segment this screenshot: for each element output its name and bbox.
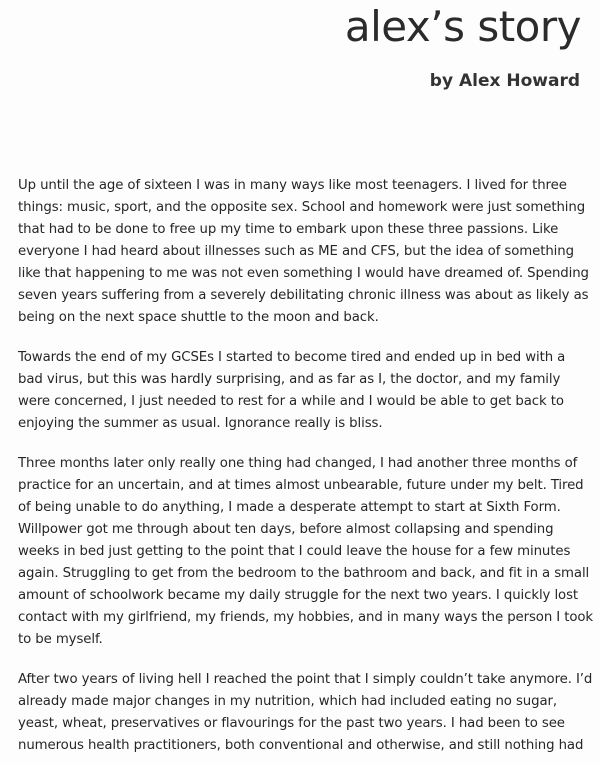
paragraph-4: After two years of living hell I reached the point that I simply couldn’t take anymore. I’d already made major changes in my nutrition, which had included eating no sugar, yeast, wheat, preservatives or flavourings for the past two years. I had been to see numerous health practitioners, both conventional and otherwise, and still nothing had xyxy=(18,672,593,753)
article-body xyxy=(18,175,594,775)
article-title: alex’s story xyxy=(344,2,581,51)
author-byline: by Alex Howard xyxy=(429,71,580,91)
paragraph-2: Towards the end of my GCSEs I started to become tired and ended up in bed with a bad virus, but this was hardly surprising, and as far as I, the doctor, and my family were concerned, I just needed to rest for a while and I would be able to get back to enjoying the summer as usual. Ignorance really is bliss. xyxy=(18,350,566,431)
paragraph-3: Three months later only really one thing had changed, I had another three months of practice for an uncertain, and at times almost unbearable, future under my belt. Tired of being unable to do anything, I made a desperate attempt to start at Sixth Form. Willpower got me through about ten days, before almost collapsing and spending weeks in bed just getting to the point that I could leave the house for a few minutes again. Struggling to get from the bedroom to the bathroom and back, and fit in a small amount of schoolwork became my daily struggle for the next two years. I quickly lost contact with my girlfriend, my friends, my hobbies, and in many ways the person I took to be myself. xyxy=(18,456,594,647)
paragraph-1: Up until the age of sixteen I was in many ways like most teenagers. I lived for three things: music, sport, and the opposite sex. School and homework were just something that had to be done to free up my time to embark upon these three passions. Like everyone I had heard about illnesses such as ME and CFS, but the idea of something like that happening to me was not even something I would have dreamed of. Spending seven years suffering from a severely debilitating chronic illness was about as likely as being on the next space shuttle to the moon and back. xyxy=(18,178,589,325)
